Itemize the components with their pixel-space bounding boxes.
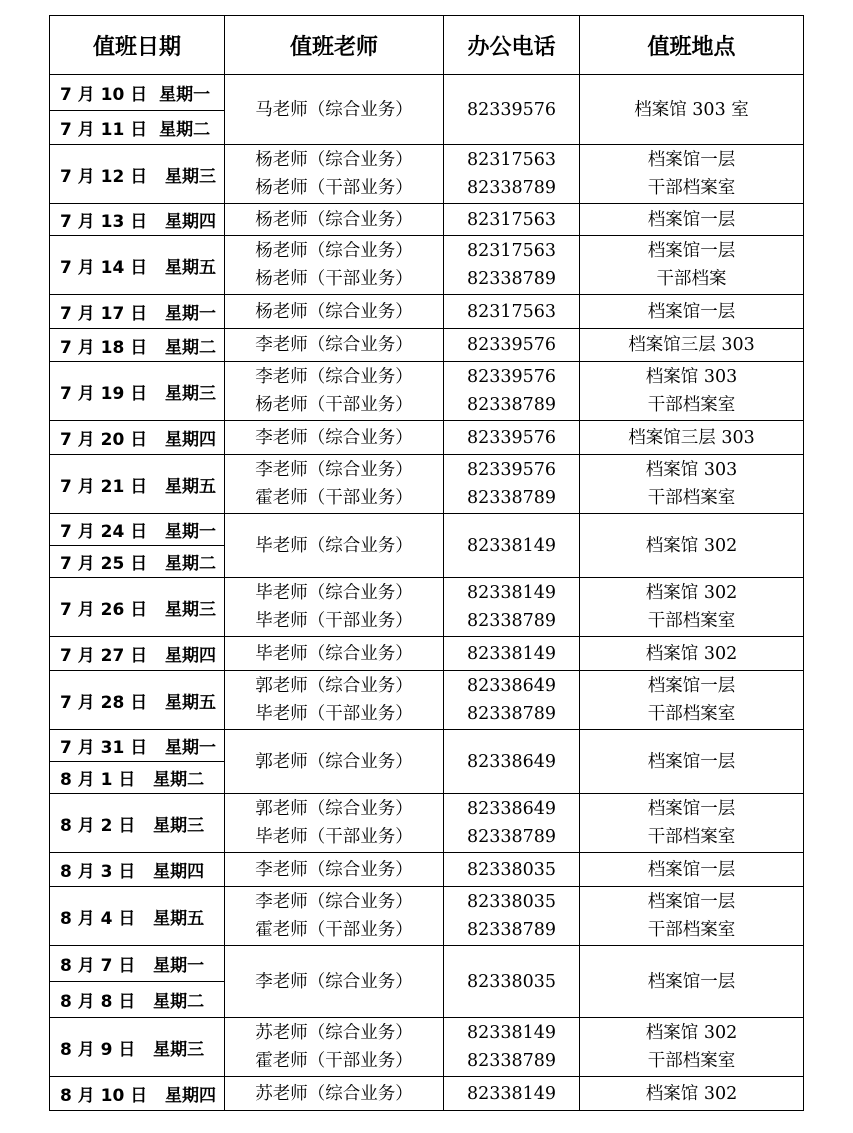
- phone-line: 82338789: [466, 178, 557, 198]
- phone-cell: [444, 578, 580, 637]
- location-cell: [580, 637, 804, 671]
- phone-line: 82338789: [466, 395, 557, 415]
- table-row: [50, 455, 804, 514]
- phone-cell: [444, 946, 580, 1018]
- phone-line: 82338649: [466, 799, 557, 819]
- location-cell: [580, 514, 804, 578]
- date-cell: 7 月 27 日 星期四: [50, 637, 225, 671]
- date-cell: 7 月 11 日 星期二: [50, 111, 225, 145]
- date-cell: 8 月 10 日 星期四: [50, 1077, 225, 1111]
- teacher-line: 杨老师（综合业务）: [255, 301, 413, 322]
- phone-cell: [444, 145, 580, 204]
- date-cell: 7 月 17 日 星期一: [50, 295, 225, 329]
- date-cell: 8 月 7 日 星期一: [50, 946, 225, 982]
- phone-cell: [444, 75, 580, 145]
- table-row: [50, 236, 804, 295]
- phone-line: 82339576: [466, 335, 557, 355]
- location-cell: [580, 578, 804, 637]
- location-cell: [580, 946, 804, 1018]
- location-line: 档案馆一层: [647, 799, 736, 819]
- phone-line: 82338789: [466, 827, 557, 847]
- phone-line: 82338149: [466, 583, 557, 603]
- table-row: [50, 946, 804, 982]
- phone-cell: [444, 362, 580, 421]
- phone-cell: [444, 671, 580, 730]
- teacher-cell: [225, 637, 444, 671]
- date-cell: 7 月 20 日 星期四: [50, 421, 225, 455]
- phone-line: 82339576: [466, 460, 557, 480]
- phone-line: 82339576: [466, 367, 557, 387]
- teacher-cell: [225, 236, 444, 295]
- date-cell: 8 月 8 日 星期二: [50, 982, 225, 1018]
- teacher-line: 苏老师（综合业务）: [255, 1023, 413, 1043]
- location-cell: [580, 671, 804, 730]
- teacher-line: 郭老师（综合业务）: [255, 751, 413, 772]
- phone-cell: [444, 295, 580, 329]
- teacher-line: 毕老师（干部业务）: [255, 704, 413, 724]
- teacher-cell: [225, 145, 444, 204]
- phone-line: 82338649: [466, 676, 557, 696]
- teacher-cell: [225, 853, 444, 887]
- location-cell: [580, 236, 804, 295]
- duty-schedule-table: [49, 15, 804, 1111]
- teacher-line: 毕老师（干部业务）: [255, 827, 413, 847]
- teacher-line: 苏老师（综合业务）: [255, 1083, 413, 1104]
- date-cell: 7 月 26 日 星期三: [50, 578, 225, 637]
- location-line: 档案馆一层: [647, 751, 736, 772]
- phone-line: 82338789: [466, 488, 557, 508]
- location-line: 档案馆 303 室: [634, 99, 749, 120]
- location-cell: [580, 204, 804, 236]
- header-date: 值班日期: [50, 16, 225, 75]
- teacher-line: 杨老师（干部业务）: [255, 178, 413, 198]
- teacher-line: 杨老师（干部业务）: [255, 269, 413, 289]
- date-cell: 7 月 25 日 星期二: [50, 546, 225, 578]
- location-line: 档案馆一层: [647, 241, 736, 261]
- phone-cell: [444, 887, 580, 946]
- teacher-line: 毕老师（综合业务）: [255, 535, 413, 556]
- table-row: [50, 75, 804, 111]
- table-row: [50, 1018, 804, 1077]
- teacher-line: 霍老师（干部业务）: [255, 1051, 413, 1071]
- location-line: 干部档案室: [647, 1051, 736, 1071]
- table-row: [50, 514, 804, 546]
- teacher-line: 郭老师（综合业务）: [255, 676, 413, 696]
- teacher-line: 李老师（综合业务）: [255, 892, 413, 912]
- table-body: [50, 75, 804, 1111]
- location-line: 档案馆三层 303: [628, 427, 755, 448]
- phone-cell: [444, 329, 580, 362]
- table-row: [50, 295, 804, 329]
- location-line: 档案馆一层: [647, 301, 736, 322]
- teacher-line: 李老师（综合业务）: [255, 367, 413, 387]
- date-cell: 7 月 18 日 星期二: [50, 329, 225, 362]
- location-line: 档案馆 302: [645, 583, 738, 603]
- teacher-cell: [225, 514, 444, 578]
- teacher-line: 杨老师（干部业务）: [255, 395, 413, 415]
- teacher-cell: [225, 1077, 444, 1111]
- location-cell: [580, 421, 804, 455]
- location-line: 档案馆一层: [647, 859, 736, 880]
- location-line: 干部档案室: [647, 395, 736, 415]
- phone-cell: [444, 1018, 580, 1077]
- phone-line: 82338149: [466, 1083, 557, 1104]
- teacher-cell: [225, 295, 444, 329]
- phone-line: 82339576: [466, 427, 557, 448]
- teacher-line: 杨老师（综合业务）: [255, 209, 413, 230]
- location-line: 档案馆 302: [645, 535, 738, 556]
- phone-line: 82338789: [466, 269, 557, 289]
- location-cell: [580, 295, 804, 329]
- location-line: 档案馆 302: [645, 643, 738, 664]
- table-row: [50, 1077, 804, 1111]
- header-row: [50, 16, 804, 75]
- phone-line: 82338789: [466, 1051, 557, 1071]
- phone-line: 82338649: [466, 751, 557, 772]
- teacher-line: 马老师（综合业务）: [255, 99, 413, 120]
- teacher-cell: [225, 671, 444, 730]
- date-cell: 7 月 28 日 星期五: [50, 671, 225, 730]
- location-line: 档案馆 303: [645, 367, 738, 387]
- location-line: 档案馆一层: [647, 971, 736, 992]
- phone-line: 82338035: [466, 892, 557, 912]
- date-cell: 7 月 12 日 星期三: [50, 145, 225, 204]
- location-cell: [580, 145, 804, 204]
- header-location: 值班地点: [580, 16, 804, 75]
- location-line: 干部档案: [656, 269, 727, 289]
- teacher-cell: [225, 1018, 444, 1077]
- teacher-line: 毕老师（干部业务）: [255, 611, 413, 631]
- teacher-line: 李老师（综合业务）: [255, 427, 413, 448]
- phone-cell: [444, 794, 580, 853]
- teacher-line: 杨老师（综合业务）: [255, 241, 413, 261]
- location-cell: [580, 75, 804, 145]
- teacher-cell: [225, 578, 444, 637]
- date-cell: 8 月 4 日 星期五: [50, 887, 225, 946]
- location-line: 档案馆一层: [647, 209, 736, 230]
- header-phone: 办公电话: [444, 16, 580, 75]
- phone-cell: [444, 853, 580, 887]
- phone-line: 82338035: [466, 859, 557, 880]
- location-line: 干部档案室: [647, 920, 736, 940]
- location-line: 档案馆 302: [645, 1083, 738, 1104]
- date-cell: 7 月 19 日 星期三: [50, 362, 225, 421]
- location-cell: [580, 329, 804, 362]
- table-row: [50, 329, 804, 362]
- table-row: [50, 794, 804, 853]
- date-cell: 8 月 2 日 星期三: [50, 794, 225, 853]
- location-line: 档案馆 302: [645, 1023, 738, 1043]
- phone-cell: [444, 1077, 580, 1111]
- date-cell: 8 月 3 日 星期四: [50, 853, 225, 887]
- phone-line: 82339576: [466, 99, 557, 120]
- teacher-line: 李老师（综合业务）: [255, 335, 413, 355]
- location-cell: [580, 455, 804, 514]
- teacher-cell: [225, 75, 444, 145]
- location-cell: [580, 887, 804, 946]
- phone-cell: [444, 236, 580, 295]
- table-row: [50, 637, 804, 671]
- phone-line: 82317563: [466, 301, 557, 322]
- phone-line: 82338149: [466, 643, 557, 664]
- location-cell: [580, 1018, 804, 1077]
- location-line: 档案馆三层 303: [628, 335, 755, 355]
- location-cell: [580, 730, 804, 794]
- table-row: [50, 887, 804, 946]
- teacher-cell: [225, 887, 444, 946]
- location-cell: [580, 1077, 804, 1111]
- phone-line: 82338149: [466, 535, 557, 556]
- phone-line: 82338789: [466, 920, 557, 940]
- location-cell: [580, 794, 804, 853]
- date-cell: 8 月 9 日 星期三: [50, 1018, 225, 1077]
- table-row: [50, 145, 804, 204]
- teacher-line: 李老师（综合业务）: [255, 859, 413, 880]
- phone-cell: [444, 455, 580, 514]
- phone-cell: [444, 204, 580, 236]
- date-cell: 7 月 14 日 星期五: [50, 236, 225, 295]
- location-line: 档案馆一层: [647, 676, 736, 696]
- phone-cell: [444, 637, 580, 671]
- date-cell: 7 月 13 日 星期四: [50, 204, 225, 236]
- teacher-line: 毕老师（综合业务）: [255, 643, 413, 664]
- teacher-line: 霍老师（干部业务）: [255, 488, 413, 508]
- teacher-cell: [225, 455, 444, 514]
- location-line: 档案馆一层: [647, 150, 736, 170]
- teacher-cell: [225, 362, 444, 421]
- location-line: 干部档案室: [647, 827, 736, 847]
- table-row: [50, 362, 804, 421]
- phone-cell: [444, 421, 580, 455]
- teacher-cell: [225, 421, 444, 455]
- table-row: [50, 421, 804, 455]
- teacher-line: 郭老师（综合业务）: [255, 799, 413, 819]
- location-line: 档案馆一层: [647, 892, 736, 912]
- location-cell: [580, 362, 804, 421]
- table-row: [50, 578, 804, 637]
- teacher-cell: [225, 946, 444, 1018]
- phone-line: 82338789: [466, 611, 557, 631]
- teacher-line: 杨老师（综合业务）: [255, 150, 413, 170]
- phone-cell: [444, 514, 580, 578]
- table-row: [50, 853, 804, 887]
- date-cell: 8 月 1 日 星期二: [50, 762, 225, 794]
- teacher-cell: [225, 730, 444, 794]
- location-line: 档案馆 303: [645, 460, 738, 480]
- location-cell: [580, 853, 804, 887]
- teacher-line: 李老师（综合业务）: [255, 460, 413, 480]
- date-cell: 7 月 31 日 星期一: [50, 730, 225, 762]
- teacher-cell: [225, 794, 444, 853]
- date-cell: 7 月 24 日 星期一: [50, 514, 225, 546]
- header-teacher: 值班老师: [225, 16, 444, 75]
- table-row: [50, 204, 804, 236]
- phone-line: 82317563: [466, 241, 557, 261]
- location-line: 干部档案室: [647, 178, 736, 198]
- phone-cell: [444, 730, 580, 794]
- teacher-cell: [225, 204, 444, 236]
- location-line: 干部档案室: [647, 611, 736, 631]
- teacher-line: 毕老师（综合业务）: [255, 583, 413, 603]
- teacher-line: 霍老师（干部业务）: [255, 920, 413, 940]
- phone-line: 82338789: [466, 704, 557, 724]
- location-line: 干部档案室: [647, 488, 736, 508]
- location-line: 干部档案室: [647, 704, 736, 724]
- date-cell: 7 月 21 日 星期五: [50, 455, 225, 514]
- phone-line: 82338149: [466, 1023, 557, 1043]
- date-cell: 7 月 10 日 星期一: [50, 75, 225, 111]
- teacher-line: 李老师（综合业务）: [255, 971, 413, 992]
- phone-line: 82338035: [466, 971, 557, 992]
- table-row: [50, 730, 804, 762]
- phone-line: 82317563: [466, 209, 557, 230]
- table-row: [50, 671, 804, 730]
- teacher-cell: [225, 329, 444, 362]
- phone-line: 82317563: [466, 150, 557, 170]
